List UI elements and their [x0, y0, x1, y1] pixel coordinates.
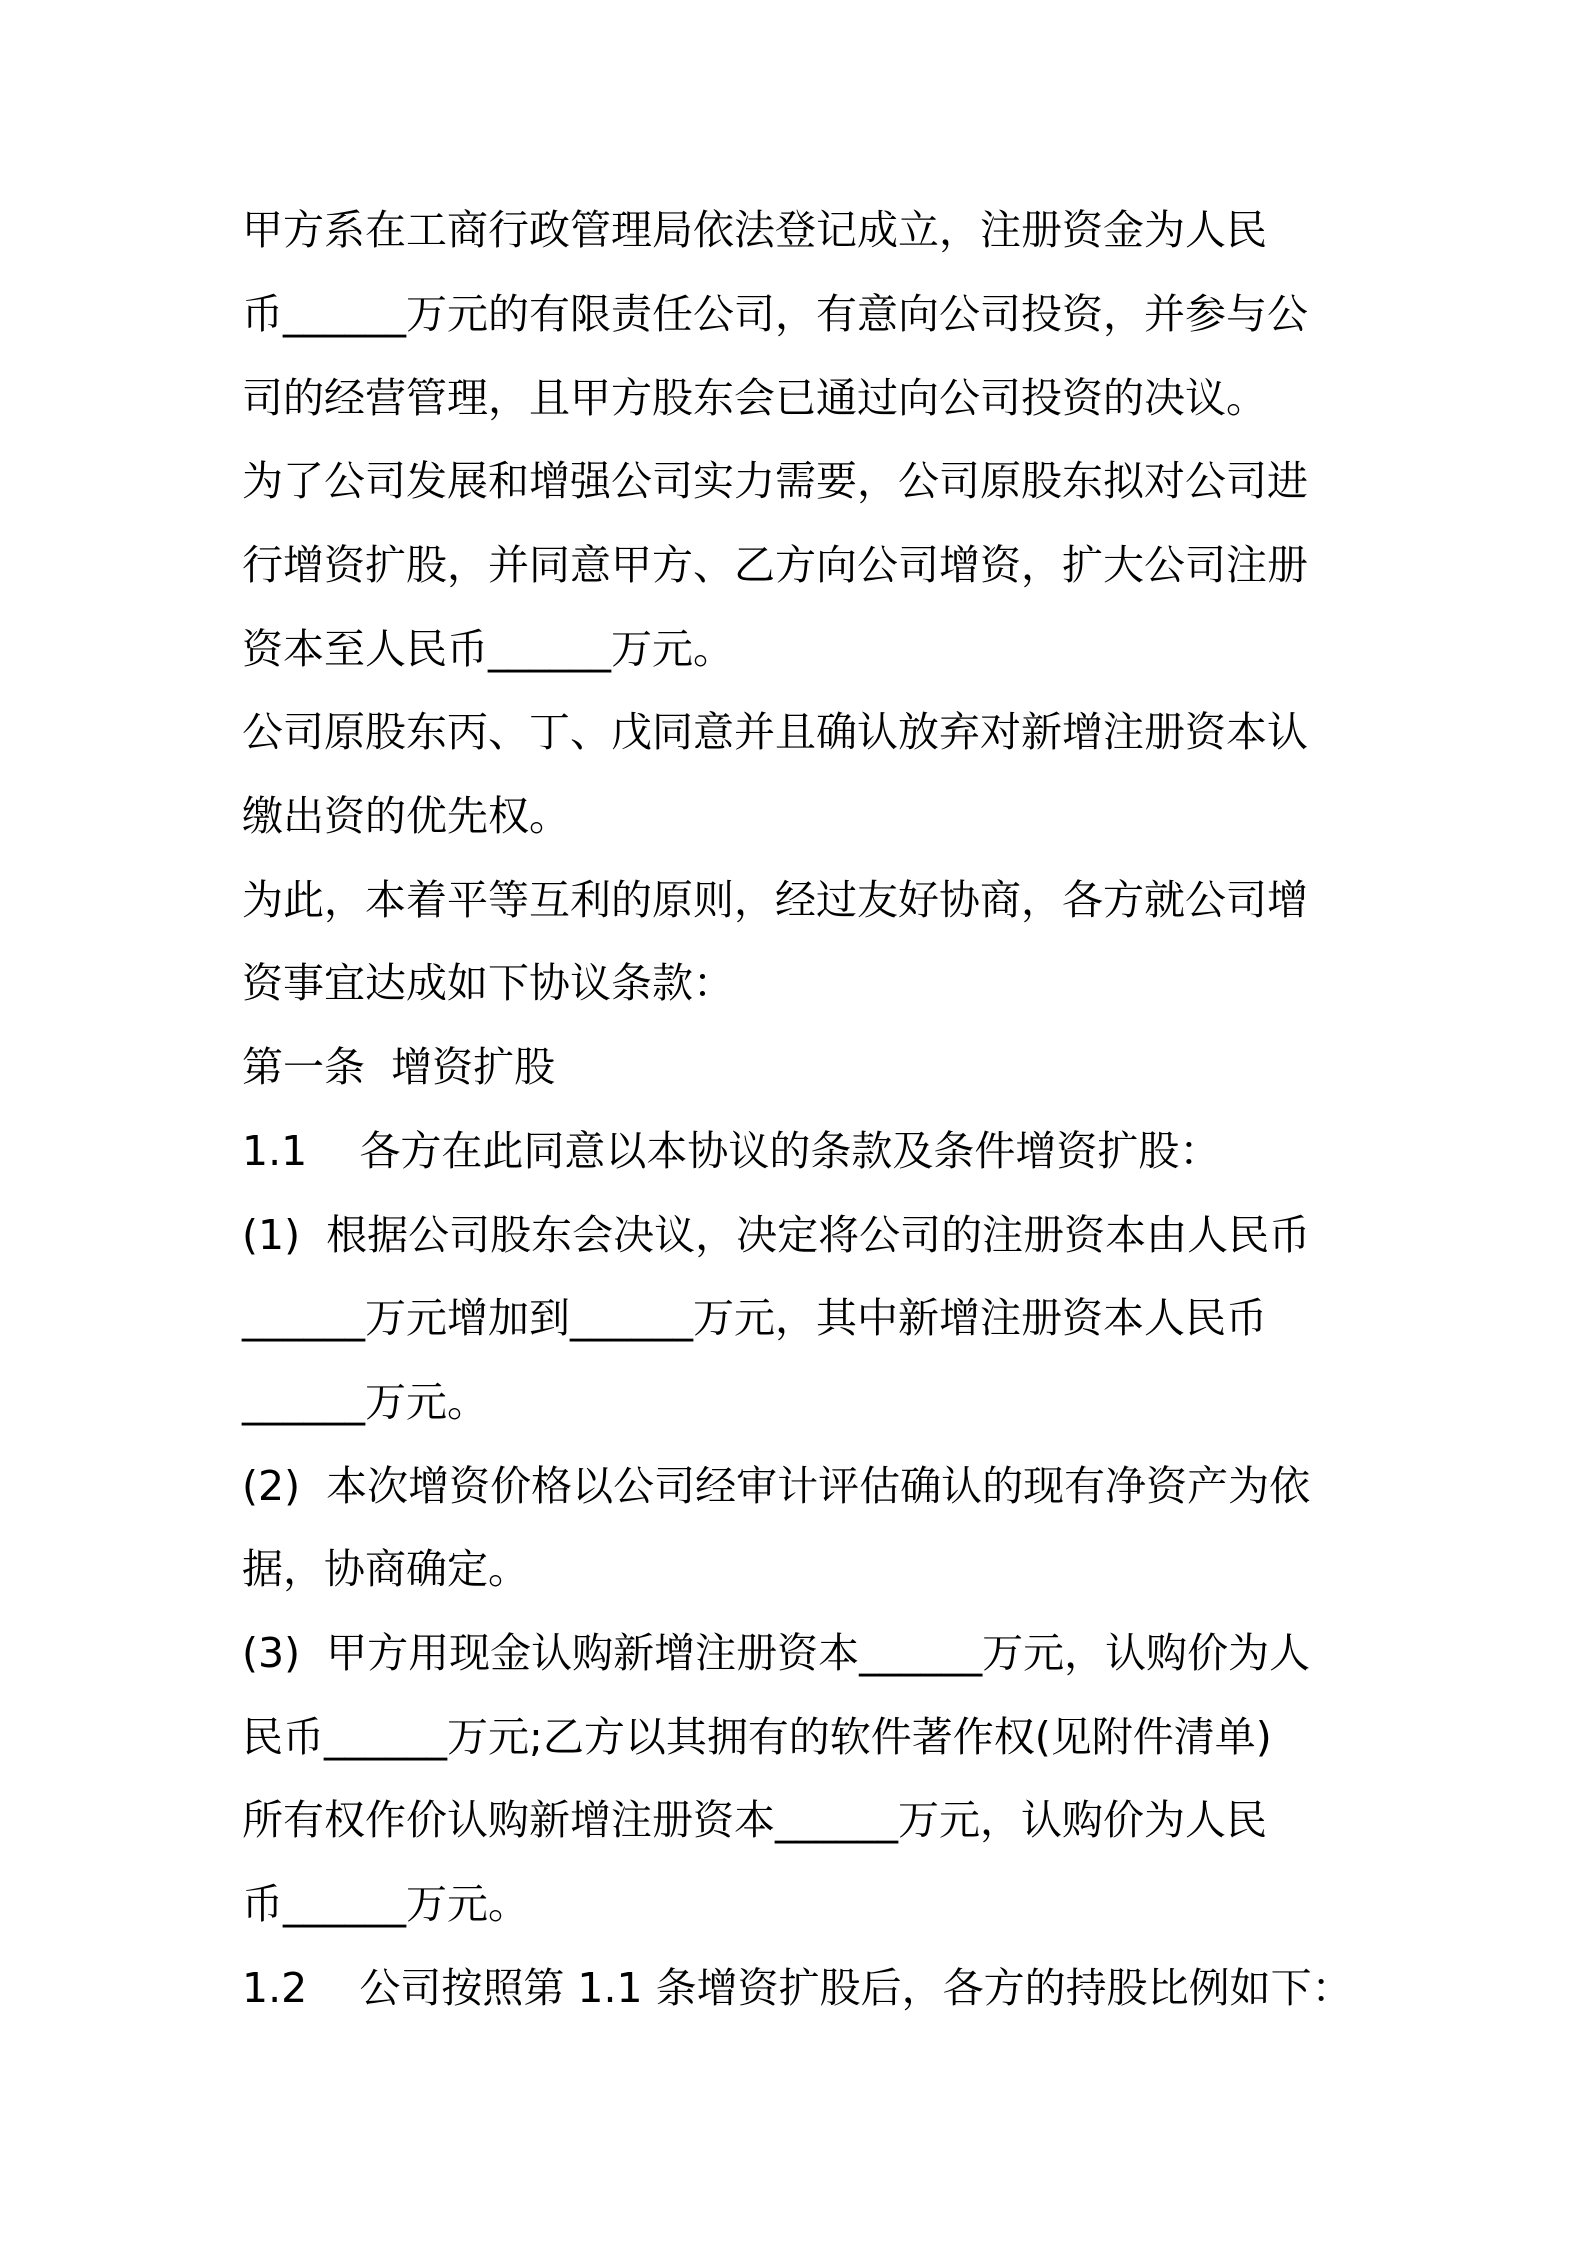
paragraph-line: 资事宜达成如下协议条款： [242, 959, 734, 1007]
paragraph-line: 为此，本着平等互利的原则，经过友好协商，各方就公司增 [242, 876, 1308, 924]
clause-heading: 1.1 各方在此同意以本协议的条款及条件增资扩股： [242, 1127, 1221, 1175]
paragraph-line: 资本至人民币______万元。 [242, 625, 734, 673]
paragraph-line: 为了公司发展和增强公司实力需要，公司原股东拟对公司进 [242, 457, 1308, 505]
paragraph-line: 甲方系在工商行政管理局依法登记成立，注册资金为人民 [242, 206, 1267, 254]
paragraph-line: 所有权作价认购新增注册资本______万元，认购价为人民 [242, 1796, 1267, 1844]
paragraph-line: 币______万元。 [242, 1880, 529, 1928]
paragraph-line: ______万元增加到______万元，其中新增注册资本人民币 [242, 1294, 1267, 1342]
paragraph-line: 民币______万元;乙方以其拥有的软件著作权(见附件清单) [242, 1713, 1272, 1761]
clause-heading: 1.2 公司按照第 1.1 条增资扩股后，各方的持股比例如下： [242, 1964, 1353, 2012]
paragraph-line: 公司原股东丙、丁、戊同意并且确认放弃对新增注册资本认 [242, 708, 1308, 756]
paragraph-line: 行增资扩股，并同意甲方、乙方向公司增资，扩大公司注册 [242, 541, 1308, 589]
paragraph-line: (2) 本次增资价格以公司经审计评估确认的现有净资产为依 [242, 1462, 1311, 1510]
paragraph-line: (3) 甲方用现金认购新增注册资本______万元，认购价为人 [242, 1629, 1311, 1677]
article-heading: 第一条 增资扩股 [242, 1043, 556, 1091]
paragraph-line: 币______万元的有限责任公司，有意向公司投资，并参与公 [242, 290, 1308, 338]
paragraph-line: ______万元。 [242, 1378, 488, 1426]
paragraph-line: 司的经营管理，且甲方股东会已通过向公司投资的决议。 [242, 374, 1267, 422]
paragraph-line: 缴出资的优先权。 [242, 792, 570, 840]
paragraph-line: 据，协商确定。 [242, 1545, 529, 1593]
paragraph-line: (1) 根据公司股东会决议，决定将公司的注册资本由人民币 [242, 1211, 1311, 1259]
